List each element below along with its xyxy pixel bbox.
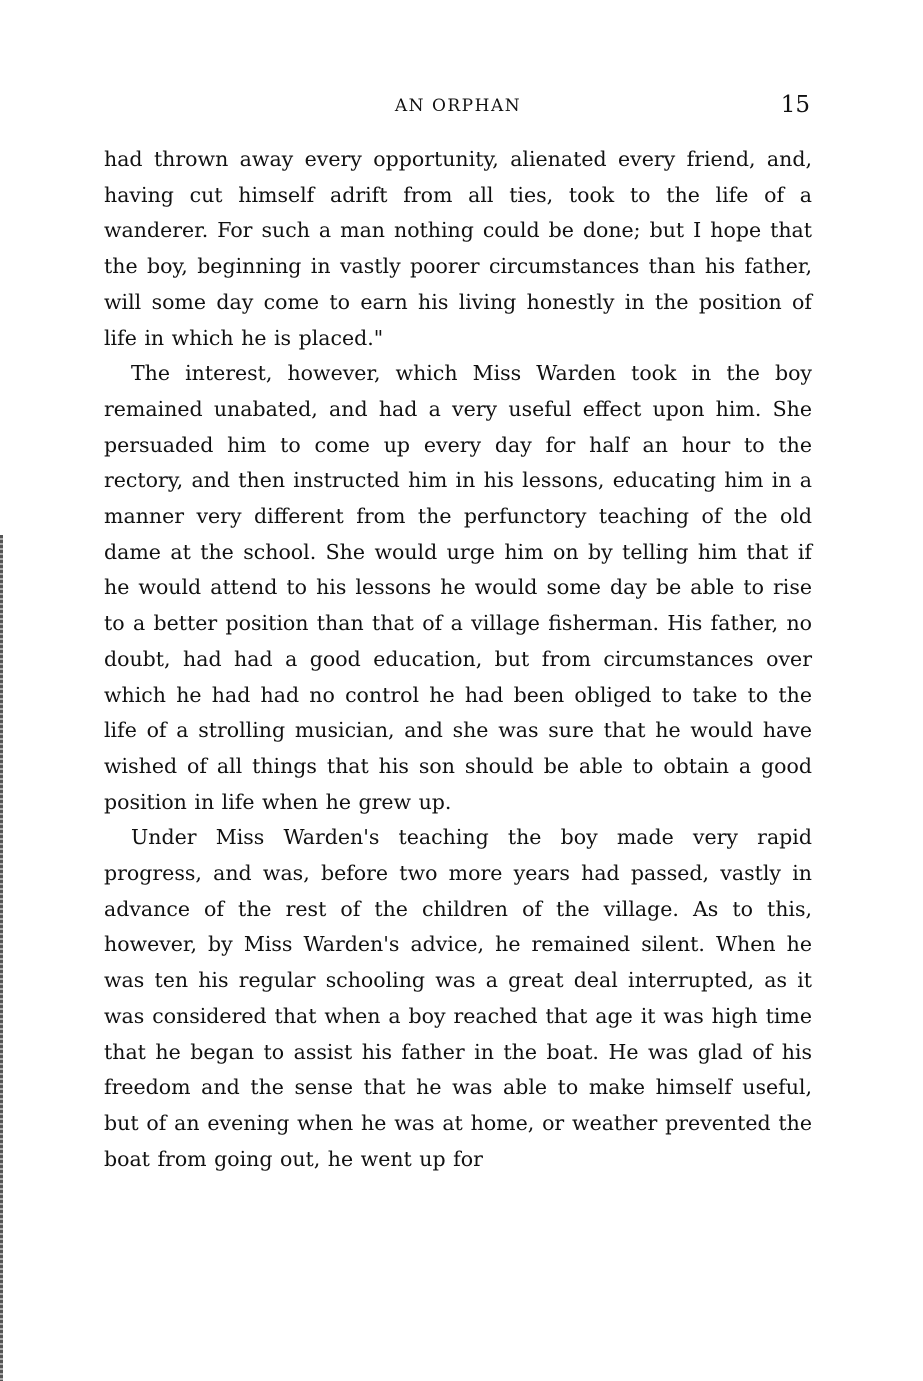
scan-edge-shadow — [0, 535, 3, 1381]
page-number: 15 — [780, 92, 810, 118]
running-head — [104, 92, 812, 122]
paragraph: Under Miss Warden's teaching the boy made very rapid progress, and was, before two more years had passed, vastly in advance of the rest of the children of the village. As to this, however, by Miss Warden's advice, he remained silent. When he was ten his regular schooling was a great deal interrupted, as it was considered that when a boy reached that age it was high time that he began to assist his father in the boat. He was glad of his freedom and the sense that he was able to make himself useful, but of an evening when he was at home, or weather prevented the boat from going out, he went up for — [104, 825, 812, 1171]
page-title: AN ORPHAN — [394, 96, 522, 116]
body-text — [104, 142, 812, 1177]
paragraph-continued: had thrown away every opportunity, alienated every friend, and, having cut himself adrift from all ties, took to the life of a wanderer. For such a man nothing could be done; but I hope that the boy, beginning in vastly poorer circumstances than his father, will some day come to earn his living honestly in the position of life in which he is placed." — [104, 147, 812, 350]
paragraph: The interest, however, which Miss Warden took in the boy remained unabated, and had a very useful effect upon him. She persuaded him to come up every day for half an hour to the rectory, and then instructed him in his lessons, educating him in a manner very different from the perfunctory teaching of the old dame at the school. She would urge him on by telling him that if he would attend to his lessons he would some day be able to rise to a better position than that of a village fisherman. His father, no doubt, had had a good education, but from circumstances over which he had had no control he had been obliged to take to the life of a strolling musician, and she was sure that he would have wished of all things that his son should be able to obtain a good position in life when he grew up. — [104, 361, 812, 814]
